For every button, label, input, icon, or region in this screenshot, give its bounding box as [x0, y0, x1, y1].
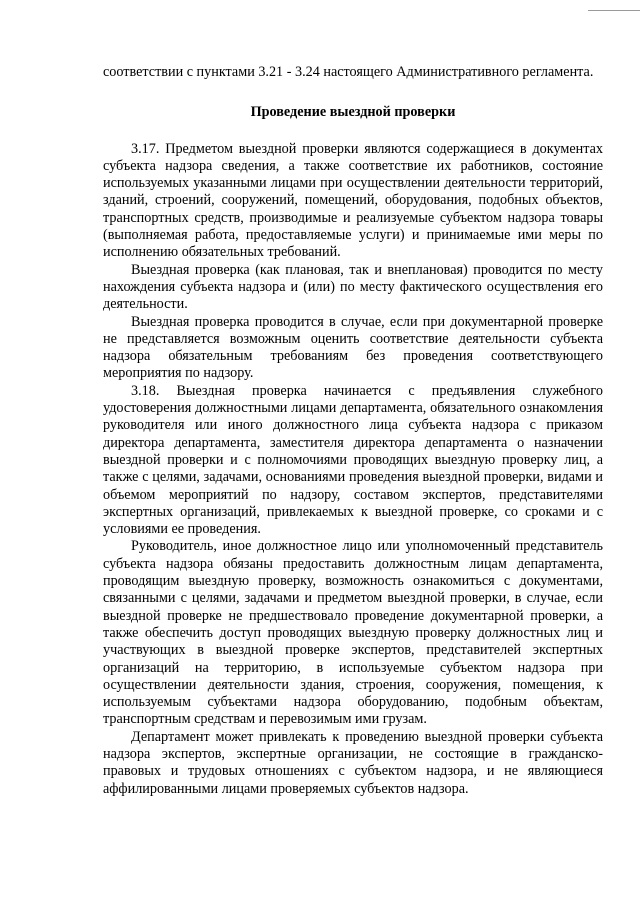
- top-edge-rule: [588, 10, 640, 11]
- intro-paragraph: соответствии с пунктами 3.21 - 3.24 настоящего Административного регламента.: [103, 64, 594, 80]
- paragraph-inspection-location: Выездная проверка (как плановая, так и внеплановая) проводится по месту нахождения субъекта надзора и (или) по месту фактического осуществления его деятельности.: [103, 261, 603, 313]
- document-page: [103, 64, 603, 798]
- paragraph-3-17: 3.17. Предметом выездной проверки являются содержащиеся в документах субъекта надзора сведения, а также соответствие их работников, состояние используемых указанными лицами при осуществлении деятельности территорий, зданий, строений, сооружений, помещений, оборудования, подобных объектов, транспортных средств, производимые и реализуемые субъектом надзора товары (выполняемая работа, предоставляемые услуги) и принимаемые ими меры по исполнению обязательных требований.: [103, 140, 603, 261]
- paragraph-experts: Департамент может привлекать к проведению выездной проверки субъекта надзора экспертов, экспертные организации, не состоящие в гражданско-правовых и трудовых отношениях с субъектом надзора, и не являющиеся аффилированными лицами проверяемых субъектов надзора.: [103, 728, 603, 797]
- paragraph-inspection-case: Выездная проверка проводится в случае, если при документарной проверке не представляется возможным оценить соответствие деятельности субъекта надзора обязательным требованиям без проведения соответствующего мероприятия по надзору.: [103, 313, 603, 382]
- section-heading: Проведение выездной проверки: [250, 104, 456, 121]
- paragraph-3-18: 3.18. Выездная проверка начинается с предъявления служебного удостоверения должностными лицами департамента, обязательного ознакомления руководителя или иного должностного лица субъекта надзора с приказом директора департамента, заместителя директора департамента о назначении выездной проверки и с полномочиями проводящих выездную проверку лиц, а также с целями, задачами, основаниями проведения выездной проверки, видами и объемом мероприятий по надзору, составом экспертов, представителями экспертных организаций, привлекаемых к выездной проверке, со сроками и с условиями ее проведения.: [103, 382, 603, 538]
- paragraph-access-obligations: Руководитель, иное должностное лицо или уполномоченный представитель субъекта надзора обязаны предоставить должностным лицам департамента, проводящим выездную проверку, возможность ознакомиться с документами, связанными с целями, задачами и предметом выездной проверки, в случае, если выездной проверке не предшествовало проведение документарной проверки, а также обеспечить доступ проводящих выездную проверку должностных лиц и участвующих в выездной проверке экспертов, представителей экспертных организаций на территорию, в используемые субъектом надзора при осуществлении деятельности здания, строения, сооружения, помещения, к используемым субъектами надзора оборудованию, подобным объектам, транспортным средствам и перевозимым ими грузам.: [103, 538, 603, 728]
